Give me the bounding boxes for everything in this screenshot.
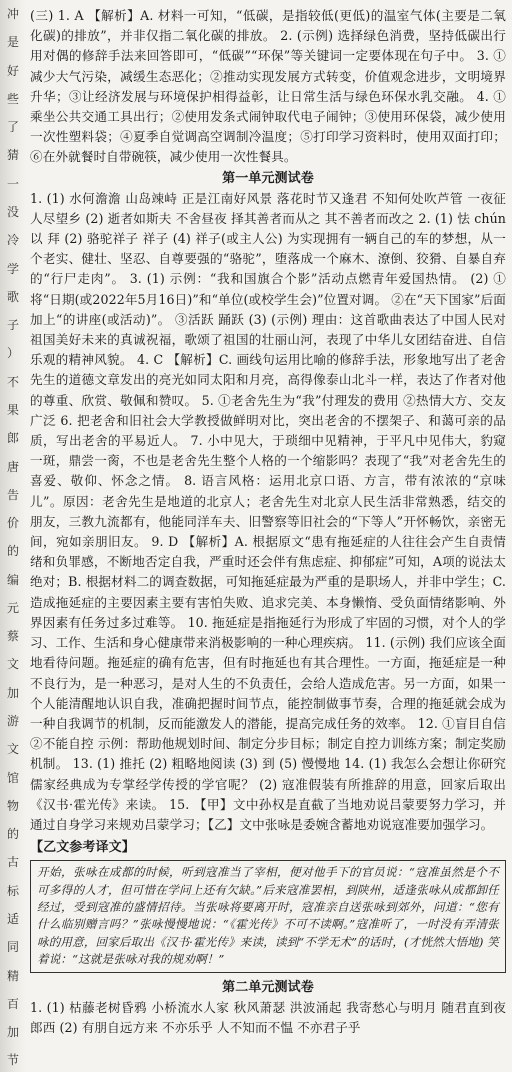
edge-char: 编 bbox=[6, 572, 19, 587]
edge-char: 适 bbox=[6, 912, 19, 926]
edge-char: 是 bbox=[6, 35, 19, 50]
unit2-answers: 1. (1) 枯藤老树昏鸦 小桥流水人家 秋风萧瑟 洪波涌起 我寄愁心与明月 随君直到夜郎西 (2) 有朋自远方来 不亦乐乎 人不知而不愠 不亦君子乎 bbox=[30, 999, 506, 1035]
edge-char: 猜 bbox=[6, 148, 19, 163]
edge-char: 同 bbox=[6, 940, 19, 955]
edge-char: 价 bbox=[6, 516, 19, 531]
edge-char: 学 bbox=[6, 261, 19, 276]
unit1-answers: 1. (1) 水何澹澹 山岛竦峙 正是江南好风景 落花时节又逢君 不知何处吹芦管 一夜征人尽望乡 (2) 逝者如斯夫 不舍昼夜 择其善者而从之 其不善者而改之 2. (1) 怯 chún 以 拜 (2) 骆驼祥子 祥子 (4) 祥子(或主人公) 为实现拥有一辆自己的车的梦想，从一个老实、健壮、坚忍、自尊要强的“骆驼”，堕落成一个麻木、潦倒、狡猾、自暴自弃的“行尸走肉”。 3. (1) 示例：“我和国旗合个影”活动点燃青年爱国热情。 (2) ①将“日期(或2022年5月16日)”和“单位(或校学生会)”位置对调。 ②在“天下国家”后面加上“的讲座(或活动)”。 ③活跃 踊跃 (3) (示例) 理由：这首歌曲表达了中国人民对祖国美好未来的真诚祝福，歌颂了祖国的壮丽山河，表现了中华儿女团结奋进、自信乐观的精神风貌。 4. C 【解析】C. 画线句运用比喻的修辞手法，形象地写出了老舍先生的道德文章发出的亮光如同太阳和月亮，高得像泰山北斗一样，表达了作者对他的尊重、欣赏、敬佩和赞叹。 5. ①老舍先生为“我”付理发的费用 ②热情大方、交友广泛 6. 把老舍和旧社会大学教授做鲜明对比，突出老舍的不摆架子、和蔼可亲的品质，写出老舍的平易近人。 7. 小中见大，于琐细中见精神，于平凡中见伟大，豹窥一斑，鼎尝一脔，不也是老舍先生整个人格的一个缩影吗？表现了“我”对老舍先生的喜爱、敬仰、怀念之情。 8. 语言风格：运用北京口语、方言，带有浓浓的“京味儿”。原因：老舍先生是地道的北京人；老舍先生对北京人民生活非常熟悉，结交的朋友，三教九流都有，他能同洋车夫、旧警察等旧社会的“下等人”开怀畅饮，亲密无间，宛如亲朋旧友。 9. D 【解析】A. 根据原文“患有拖延症的人往往会产生自责情绪和负罪感，不断地否定自我，严重时还会伴有焦虑症、抑郁症”可知，A项的说法太绝对；B. 根据材料二的调查数据，可知拖延症最为严重的是职场人，并非中学生；C. 造成拖延症的主要因素主要有害怕失败、追求完美、本身懒惰、受负面情绪影响、外界因素有任务过多过难等。 10. 拖延症是指拖延行为形成了牢固的习惯，对个人的学习、工作、生活和身心健康带来消极影响的一种心理疾病。 11. (示例) 我们应该全面地看待问题。拖延症的确有危害，但有时拖延也有其合理性。一方面，拖延症是一种不良行为，是一种恶习，是对人生的不负责任，会给人造成危害。另一方面，如果一个人能清醒地认识自我，准确把握时间节点，能控制做事节奏，合理的拖延就会成为一种自我调节的机制，反而能激发人的潜能，提高完成任务的效率。 12. ①盲目自信 ②不能自控 示例：帮助他规划时间、制定分步目标；制定自控力训练方案；制定奖励机制。 13. (1) 推托 (2) 粗略地阅读 (3) 到 (5) 慢慢地 14. (1) 我怎么会想让你研究儒家经典成为专掌经学传授的学官呢？ (2) 寇准假装有所推辞的用意，回家后取出《汉书·霍光传》来读。 15. 【甲】文中孙权是直截了当地劝说吕蒙要努力学习，并通过自身学习来规劝吕蒙学习；【乙】文中张咏是委婉含蓄地劝说寇准要加强学习。 bbox=[30, 190, 506, 832]
part3-answers: (三) 1. A 【解析】A. 材料一可知，“低碳，是指较低(更低)的温室气体(主要是二氧化碳)的排放”，并非仅指二氧化碳的排放。 2. (示例) 选择绿色消费，坚持低碳出行 用对偶的修辞手法来回答即可，“低碳”“环保”等关键词一定要体现在句子中。 3. ①减少大气污染，减缓生态恶化；②推动实现发展方式转变，价值观念进步，文明境界升华；③让经济发展与环境保护相得益彰，让日常生活与绿色环保水乳交融。 4. ①乘坐公共交通工具出行；②使用发条式闹钟取代电子闹钟；③使用环保袋，减少使用一次性塑料袋；④夏季自觉调高空调制冷温度；⑤打印学习资料时，使用双面打印；⑥在外就餐时自带碗筷，减少使用一次性餐具。 bbox=[30, 8, 506, 165]
edge-char: 加 bbox=[6, 1025, 19, 1040]
edge-char: 的 bbox=[6, 827, 19, 842]
answer-page bbox=[30, 6, 506, 1068]
edge-char: 果 bbox=[6, 402, 19, 417]
edge-char: 了 bbox=[6, 120, 19, 135]
translation-header: 【乙文参考译文】 bbox=[30, 840, 135, 856]
edge-char: 蔡 bbox=[6, 629, 19, 644]
edge-char: 馆 bbox=[6, 770, 19, 785]
edge-char: 游 bbox=[6, 714, 19, 729]
edge-char: ） bbox=[6, 346, 19, 361]
edge-char: 元 bbox=[6, 600, 19, 615]
edge-char: 的 bbox=[6, 544, 19, 559]
binding-edge-text bbox=[2, 8, 24, 1068]
edge-char: 些 bbox=[6, 91, 19, 106]
edge-char: 好 bbox=[6, 63, 19, 78]
edge-char: 标 bbox=[6, 883, 19, 898]
edge-char: 歌 bbox=[6, 289, 19, 304]
edge-char: 不 bbox=[6, 374, 19, 389]
edge-char: 文 bbox=[6, 742, 19, 757]
unit2-title: 第二单元测试卷 bbox=[222, 979, 314, 995]
edge-char: 古 bbox=[6, 855, 19, 870]
edge-char: 子 bbox=[6, 318, 19, 333]
edge-char: 唐 bbox=[6, 459, 19, 474]
translation-box: 开始，张咏在成都的时候，听到寇准当了宰相，便对他手下的官员说：“寇准虽然是个不可多得的人才，但可惜在学问上还有欠缺。”后来寇准罢相，到陕州，适逢张咏从成都卸任经过，受到寇准的盛情招待。当张咏将要离开时，寇准亲自送张咏到郊外，问道：“您有什么临别赠言吗？”张咏慢慢地说：“《霍光传》不可不读啊。”寇准听了，一时没有弄清张咏的用意，回家后取出《汉书·霍光传》来读，读到“不学无术”的话时，(才恍然大悟地) 笑着说：“这就是张咏对我的规劝啊！” bbox=[30, 860, 506, 972]
edge-char: 一 bbox=[6, 176, 19, 191]
edge-char: 郎 bbox=[6, 431, 19, 446]
edge-char: 文 bbox=[6, 657, 19, 672]
edge-char: 告 bbox=[6, 487, 19, 502]
book-binding bbox=[0, 0, 26, 1072]
edge-char: 冲 bbox=[6, 7, 19, 21]
unit1-title: 第一单元测试卷 bbox=[222, 170, 314, 186]
edge-char: 精 bbox=[6, 968, 19, 983]
edge-char: 冷 bbox=[6, 233, 19, 248]
edge-char: 物 bbox=[6, 798, 19, 813]
edge-char: 百 bbox=[6, 996, 19, 1011]
edge-char: 加 bbox=[6, 685, 19, 700]
edge-char: 没 bbox=[6, 204, 19, 219]
edge-char: 节 bbox=[6, 1053, 19, 1068]
